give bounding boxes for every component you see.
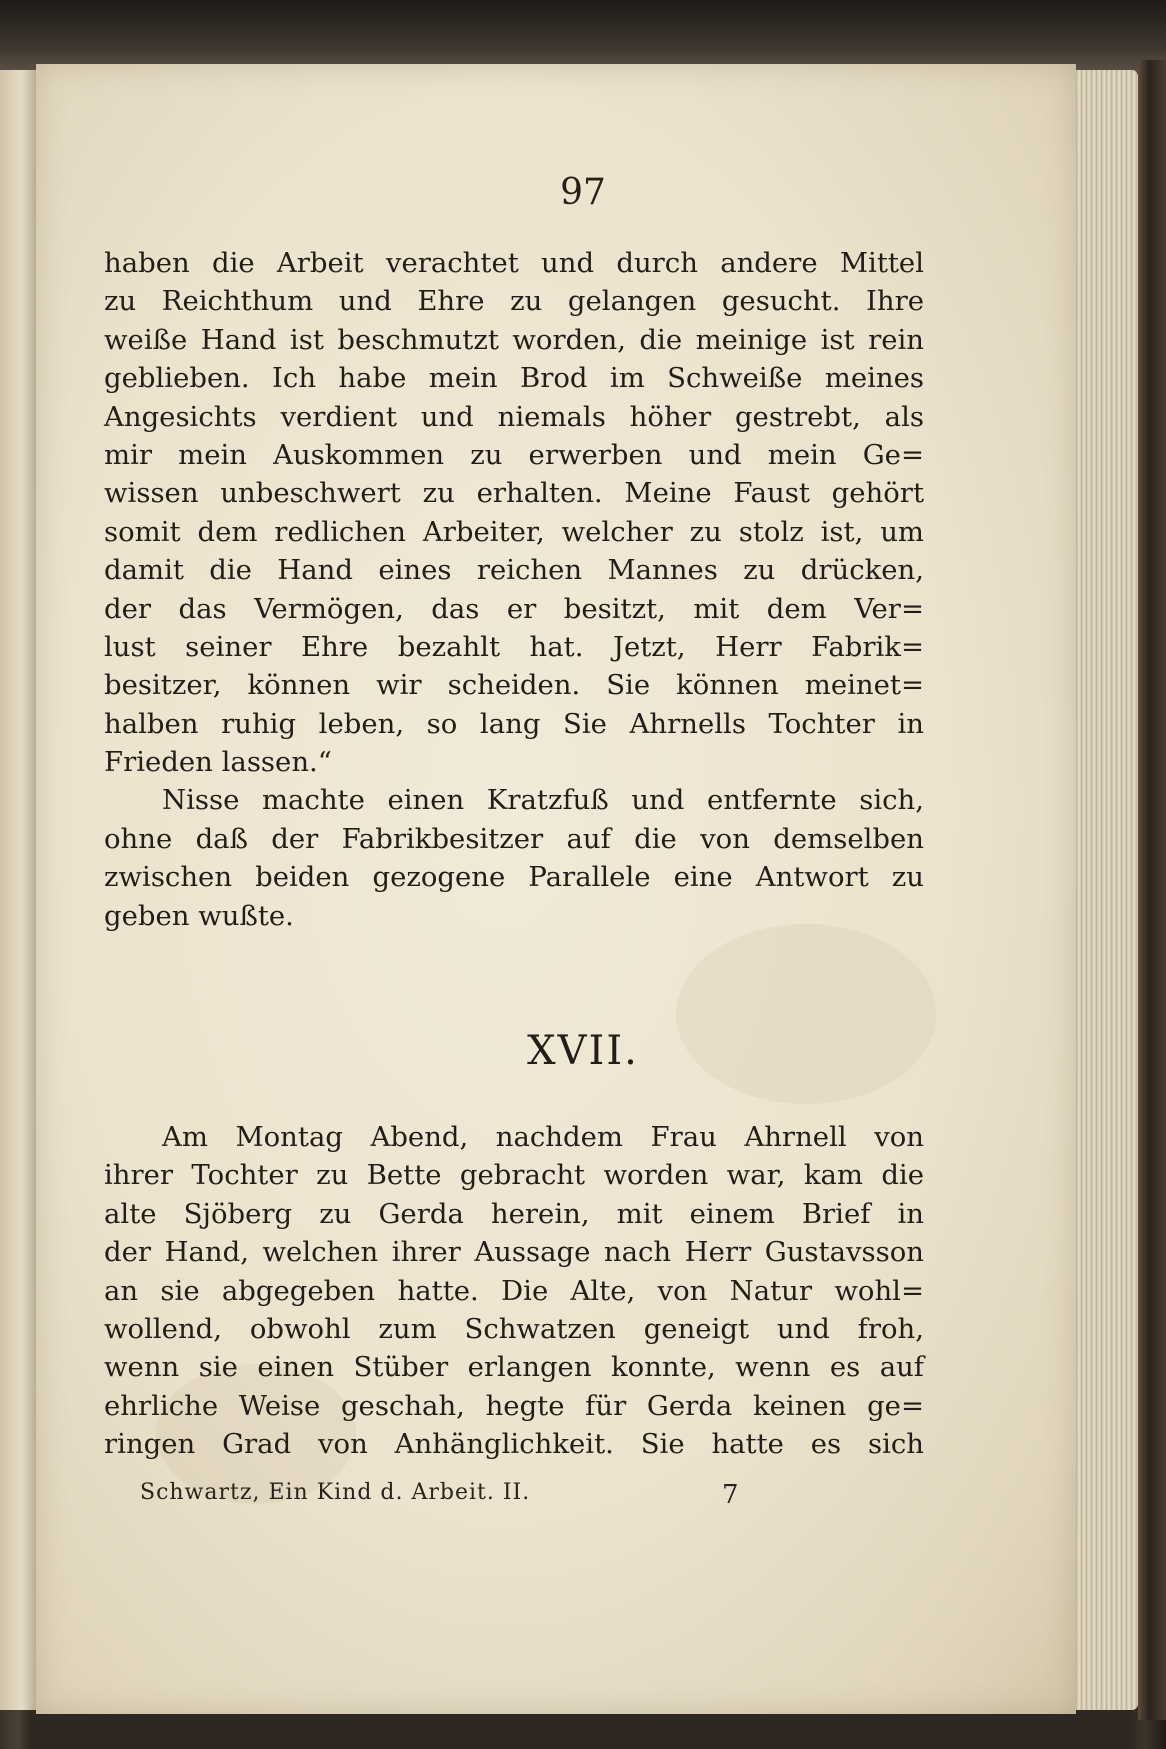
page-stack-edges bbox=[1068, 70, 1138, 1710]
book-cover-right bbox=[1138, 60, 1166, 1720]
paragraph-continuation bbox=[104, 244, 924, 935]
text-line: Am Montag Abend, nachdem Frau Ahrnell von bbox=[162, 1121, 924, 1153]
text-line: alte Sjöberg zu Gerda herein, mit einem Brief in bbox=[104, 1197, 924, 1230]
text-line: ehrliche Weise geschah, hegte für Gerda keinen ge= bbox=[104, 1389, 924, 1422]
text-line: wollend, obwohl zum Schwatzen geneigt und froh, bbox=[104, 1312, 924, 1345]
chapter-paragraph bbox=[104, 1118, 924, 1464]
text-line: wissen unbeschwert zu erhalten. Meine Faust gehört bbox=[104, 477, 924, 510]
text-line: ohne daß der Fabrikbesitzer auf die von demselben bbox=[104, 822, 924, 855]
printer-signature-line: Schwartz, Ein Kind d. Arbeit. II. bbox=[140, 1480, 531, 1505]
text-line: halben ruhig leben, so lang Sie Ahrnells Tochter in bbox=[104, 707, 924, 740]
text-line: Nisse machte einen Kratzfuß und entfernte sich, bbox=[162, 784, 924, 817]
text-line: damit die Hand eines reichen Mannes zu drücken, bbox=[104, 554, 924, 587]
text-line: zu Reichthum und Ehre zu gelangen gesucht. Ihre bbox=[104, 285, 924, 318]
chapter-heading: XVII. bbox=[527, 1028, 639, 1074]
text-line: der das Vermögen, das er besitzt, mit dem Ver= bbox=[104, 592, 924, 625]
text-line: ihrer Tochter zu Bette gebracht worden war, kam die bbox=[104, 1159, 924, 1192]
text-line: geblieben. Ich habe mein Brod im Schweiße meines bbox=[104, 362, 924, 395]
paper-stain bbox=[676, 924, 936, 1104]
text-line: Frieden lassen.“ bbox=[104, 746, 332, 779]
text-line: geben wußte. bbox=[104, 899, 294, 932]
text-line: an sie abgegeben hatte. Die Alte, von Natur wohl= bbox=[104, 1274, 924, 1307]
book-binding-top bbox=[0, 0, 1166, 72]
text-line: besitzer, können wir scheiden. Sie können meinet= bbox=[104, 669, 924, 702]
text-line: haben die Arbeit verachtet und durch andere Mittel bbox=[104, 247, 924, 279]
text-line: mir mein Auskommen zu erwerben und mein Ge= bbox=[104, 438, 924, 471]
sheet-signature-number: 7 bbox=[722, 1480, 739, 1510]
text-line: ringen Grad von Anhänglichkeit. Sie hatte es sich bbox=[104, 1428, 924, 1461]
text-line: somit dem redlichen Arbeiter, welcher zu stolz ist, um bbox=[104, 515, 924, 548]
text-line: Angesichts verdient und niemals höher gestrebt, als bbox=[104, 400, 924, 433]
text-line: lust seiner Ehre bezahlt hat. Jetzt, Herr Fabrik= bbox=[104, 630, 924, 663]
text-line: zwischen beiden gezogene Parallele eine Antwort zu bbox=[104, 861, 924, 894]
text-line: wenn sie einen Stüber erlangen konnte, wenn es auf bbox=[104, 1351, 924, 1384]
page-number: 97 bbox=[560, 172, 606, 213]
left-page-edge bbox=[0, 70, 36, 1710]
text-line: weiße Hand ist beschmutzt worden, die meinige ist rein bbox=[104, 323, 924, 356]
text-line: der Hand, welchen ihrer Aussage nach Herr Gustavsson bbox=[104, 1236, 924, 1269]
